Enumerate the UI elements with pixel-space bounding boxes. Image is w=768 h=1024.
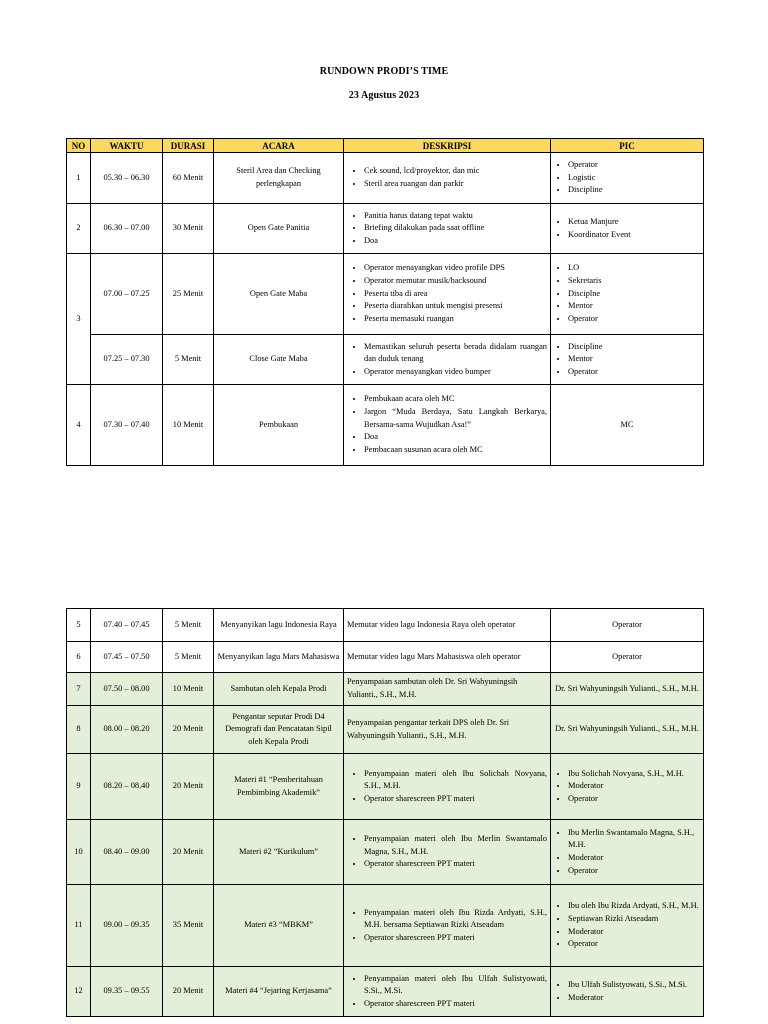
list-item: • Pembacaan susunan acara oleh MC (364, 444, 547, 457)
cell-pic: Operator (551, 609, 704, 642)
list-item: • Panitia harus datang tepat waktu (364, 210, 547, 223)
list-item: • Operator sharescreen PPT materi (364, 793, 547, 806)
col-header-pic: PIC (551, 139, 704, 153)
cell-durasi: 60 Menit (163, 153, 214, 204)
col-header-deskripsi: DESKRIPSI (344, 139, 551, 153)
list-item: • Moderator (568, 780, 700, 793)
table-row (67, 385, 704, 466)
list-item: • Penyampaian materi oleh Ibu Merlin Swantamalo Magna, S.H., M.H. (364, 833, 547, 858)
cell-pic (551, 885, 704, 967)
cell-waktu: 08.20 – 08.40 (91, 754, 163, 820)
cell-acara: Materi #4 “Jejaring Kerjasama” (214, 967, 344, 1017)
cell-no: 8 (67, 706, 91, 754)
cell-pic (551, 153, 704, 204)
cell-waktu: 09.35 – 09.55 (91, 967, 163, 1017)
cell-acara: Menyanyikan lagu Indonesia Raya (214, 609, 344, 642)
list-item: • Moderator (568, 926, 700, 939)
cell-deskripsi: Memutar video lagu Indonesia Raya oleh operator (344, 609, 551, 642)
list-item: • Septiawan Rizki Atseadam (568, 913, 700, 926)
cell-durasi: 10 Menit (163, 673, 214, 706)
list-item: • LO (568, 262, 700, 275)
list-item: • Operator (568, 938, 700, 951)
table-row (67, 820, 704, 885)
cell-waktu: 07.30 – 07.40 (91, 385, 163, 466)
cell-waktu: 07.50 – 08.00 (91, 673, 163, 706)
table-row (67, 885, 704, 967)
list-item: • Koordinator Event (568, 229, 700, 242)
list-item: • Penyampaian materi oleh Ibu Rizda Ardyati, S.H., M.H. bersama Septiawan Rizki Atseadam (364, 907, 547, 932)
cell-deskripsi (344, 254, 551, 335)
list-item: • Logistic (568, 172, 700, 185)
document-title: RUNDOWN PRODI’S TIME (319, 66, 449, 77)
list-item: • Peserta memasuki ruangan (364, 313, 547, 326)
cell-pic: Dr. Sri Wahyuningsih Yulianti., S.H., M.H. (551, 706, 704, 754)
list-item: • Operator (568, 865, 700, 878)
cell-deskripsi: Penyampaian pengantar terkait DPS oleh Dr. Sri Wahyuningsih Yulianti., S.H., M.H. (344, 706, 551, 754)
list-item: • Operator (568, 313, 700, 326)
cell-durasi: 5 Menit (163, 609, 214, 642)
list-item: • Ibu Merlin Swantamalo Magna, S.H., M.H. (568, 827, 700, 852)
cell-pic (551, 820, 704, 885)
list-item: • Penyampaian materi oleh Ibu Solichah Novyana, S.H., M.H. (364, 768, 547, 793)
list-item: • Discipline (568, 341, 700, 354)
list-item: • Operator sharescreen PPT materi (364, 998, 547, 1011)
cell-durasi: 5 Menit (163, 335, 214, 385)
list-item: • Operator memutar musik/backsound (364, 275, 547, 288)
cell-no: 12 (67, 967, 91, 1017)
cell-no: 9 (67, 754, 91, 820)
list-item: • Briefing dilakukan pada saat offline (364, 222, 547, 235)
list-item: • Moderator (568, 852, 700, 865)
cell-durasi: 35 Menit (163, 885, 214, 967)
cell-durasi: 20 Menit (163, 754, 214, 820)
list-item: • Moderator (568, 992, 700, 1005)
cell-acara: Materi #1 “Pemberitahuan Pembimbing Akademik” (214, 754, 344, 820)
cell-deskripsi: Memutar video lagu Mars Mahasiswa oleh operator (344, 642, 551, 673)
cell-waktu: 07.45 – 07.50 (91, 642, 163, 673)
list-item: • Sekretaris (568, 275, 700, 288)
cell-no: 2 (67, 204, 91, 254)
cell-no: 4 (67, 385, 91, 466)
list-item: • Disciplne (568, 288, 700, 301)
list-item: • Ibu oleh Ibu Rizda Ardyati, S.H., M.H. (568, 900, 700, 913)
list-item: • Doa (364, 235, 547, 248)
list-item: • Ibu Ulfah Sulistyowati, S.Si., M.Si. (568, 979, 700, 992)
cell-deskripsi (344, 153, 551, 204)
cell-acara: Steril Area dan Checking perlengkapan (214, 153, 344, 204)
table-row (67, 967, 704, 1017)
cell-acara: Materi #3 “MBKM” (214, 885, 344, 967)
cell-deskripsi (344, 385, 551, 466)
table-row (67, 204, 704, 254)
list-item: • Mentor (568, 300, 700, 313)
cell-no: 6 (67, 642, 91, 673)
cell-durasi: 20 Menit (163, 820, 214, 885)
cell-waktu: 07.25 – 07.30 (91, 335, 163, 385)
list-item: • Memastikan seluruh peserta berada didalam ruangan dan duduk tenang (364, 341, 547, 366)
cell-no: 3 (67, 254, 91, 385)
cell-acara: Materi #2 “Kurikulum” (214, 820, 344, 885)
table-row (67, 335, 704, 385)
cell-no: 5 (67, 609, 91, 642)
cell-pic (551, 754, 704, 820)
col-header-no: NO (67, 139, 91, 153)
cell-no: 11 (67, 885, 91, 967)
list-item: • Mentor (568, 353, 700, 366)
list-item: • Operator menayangkan video profile DPS (364, 262, 547, 275)
cell-pic: MC (551, 385, 704, 466)
cell-waktu: 09.00 – 09.35 (91, 885, 163, 967)
rundown-table-1 (66, 138, 704, 466)
cell-no: 1 (67, 153, 91, 204)
list-item: • Jargon “Muda Berdaya, Satu Langkah Berkarya, Bersama-sama Wujudkan Asa!” (364, 406, 547, 431)
cell-deskripsi: Penyampaian sambutan oleh Dr. Sri Wahyuningsih Yulianti., S.H., M.H. (344, 673, 551, 706)
cell-waktu: 08.00 – 08.20 (91, 706, 163, 754)
cell-durasi: 30 Menit (163, 204, 214, 254)
cell-no: 10 (67, 820, 91, 885)
cell-durasi: 10 Menit (163, 385, 214, 466)
list-item: • Discipline (568, 184, 700, 197)
cell-pic (551, 967, 704, 1017)
table-row (67, 254, 704, 335)
list-item: • Ibu Solichah Novyana, S.H., M.H. (568, 768, 700, 781)
cell-durasi: 20 Menit (163, 706, 214, 754)
cell-pic (551, 204, 704, 254)
list-item: • Pembukaan acara oleh MC (364, 393, 547, 406)
cell-deskripsi (344, 335, 551, 385)
list-item: • Penyampaian materi oleh Ibu Ulfah Sulistyowati, S.Si., M.Si. (364, 973, 547, 998)
cell-pic (551, 335, 704, 385)
cell-waktu: 06.30 – 07.00 (91, 204, 163, 254)
list-item: • Operator (568, 159, 700, 172)
document-date: 23 Agustus 2023 (348, 90, 420, 101)
cell-pic (551, 254, 704, 335)
col-header-durasi: DURASI (163, 139, 214, 153)
cell-durasi: 5 Menit (163, 642, 214, 673)
list-item: • Operator sharescreen PPT materi (364, 858, 547, 871)
list-item: • Operator menayangkan video bumper (364, 366, 547, 379)
cell-deskripsi (344, 820, 551, 885)
list-item: • Operator (568, 793, 700, 806)
cell-acara: Open Gate Panitia (214, 204, 344, 254)
cell-no: 7 (67, 673, 91, 706)
cell-durasi: 20 Menit (163, 967, 214, 1017)
list-item: • Operator (568, 366, 700, 379)
rundown-table-2 (66, 608, 704, 1017)
table-row (67, 706, 704, 754)
cell-deskripsi (344, 204, 551, 254)
list-item: • Cek sound, lcd/proyektor, dan mic (364, 165, 547, 178)
col-header-acara: ACARA (214, 139, 344, 153)
table-row (67, 754, 704, 820)
cell-acara: Open Gate Maba (214, 254, 344, 335)
cell-waktu: 05.30 – 06.30 (91, 153, 163, 204)
list-item: • Peserta diarahkan untuk mengisi presensi (364, 300, 547, 313)
cell-acara: Menyanyikan lagu Mars Mahasiswa (214, 642, 344, 673)
list-item: • Doa (364, 431, 547, 444)
table-row (67, 673, 704, 706)
cell-waktu: 08.40 – 09.00 (91, 820, 163, 885)
cell-pic: Dr. Sri Wahyuningsih Yulianti., S.H., M.H. (551, 673, 704, 706)
table-row (67, 153, 704, 204)
list-item: • Steril area ruangan dan parkir (364, 178, 547, 191)
cell-deskripsi (344, 885, 551, 967)
list-item: • Operator sharescreen PPT materi (364, 932, 547, 945)
cell-waktu: 07.40 – 07.45 (91, 609, 163, 642)
cell-durasi: 25 Menit (163, 254, 214, 335)
cell-deskripsi (344, 754, 551, 820)
table-row (67, 609, 704, 642)
cell-waktu: 07.00 – 07.25 (91, 254, 163, 335)
cell-acara: Sambutan oleh Kepala Prodi (214, 673, 344, 706)
col-header-waktu: WAKTU (91, 139, 163, 153)
table-row (67, 642, 704, 673)
cell-acara: Pengantar seputar Prodi D4 Demografi dan Pencatatan Sipil oleh Kepala Prodi (214, 706, 344, 754)
cell-deskripsi (344, 967, 551, 1017)
cell-acara: Close Gate Maba (214, 335, 344, 385)
table-header-row (67, 139, 704, 153)
list-item: • Ketua Manjure (568, 216, 700, 229)
list-item: • Peserta tiba di area (364, 288, 547, 301)
cell-pic: Operator (551, 642, 704, 673)
cell-acara: Pembukaan (214, 385, 344, 466)
